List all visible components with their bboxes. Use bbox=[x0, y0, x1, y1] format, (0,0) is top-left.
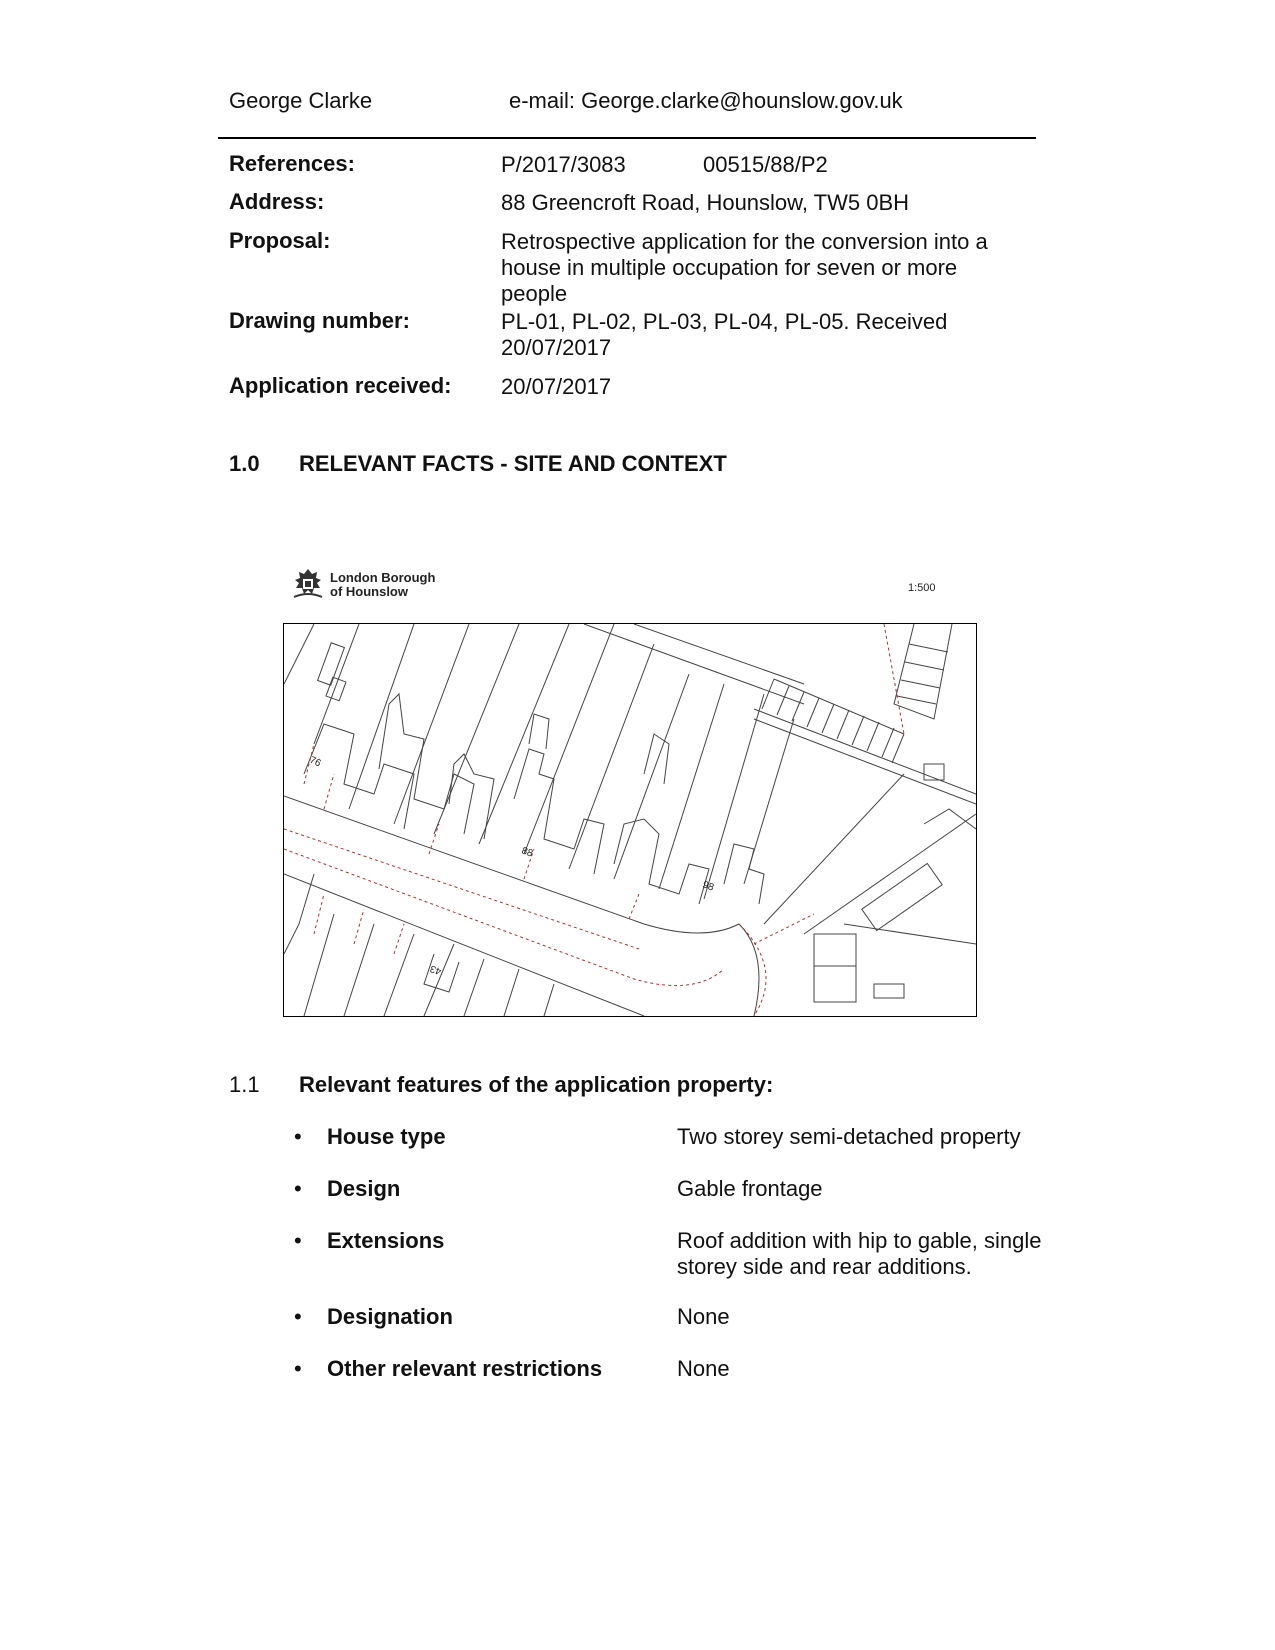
officer-name: George Clarke bbox=[229, 88, 373, 113]
bullet-icon: • bbox=[294, 1228, 302, 1253]
section-1-1-title: Relevant features of the application property: bbox=[299, 1072, 774, 1097]
borough-crest-icon bbox=[290, 567, 326, 601]
extensions-line: storey side and rear additions. bbox=[677, 1254, 972, 1279]
received-label: Application received: bbox=[229, 373, 452, 398]
section-1-0-title: RELEVANT FACTS - SITE AND CONTEXT bbox=[299, 451, 727, 476]
feature-value-extensions bbox=[677, 1228, 1097, 1280]
received-value: 20/07/2017 bbox=[501, 374, 612, 399]
feature-value-house-type: Two storey semi-detached property bbox=[677, 1124, 1021, 1149]
proposal-line: house in multiple occupation for seven or more bbox=[501, 255, 958, 280]
reference-1: P/2017/3083 bbox=[501, 152, 626, 177]
proposal-line: Retrospective application for the conversion into a bbox=[501, 229, 988, 254]
bullet-icon: • bbox=[294, 1176, 302, 1201]
bullet-icon: • bbox=[294, 1124, 302, 1149]
map-scale: 1:500 bbox=[908, 582, 936, 594]
feature-label-house-type: House type bbox=[327, 1124, 446, 1149]
proposal-value bbox=[501, 229, 1041, 307]
email-line bbox=[509, 88, 903, 114]
proposal-label: Proposal: bbox=[229, 228, 331, 253]
bullet-icon: • bbox=[294, 1356, 302, 1381]
feature-label-other-restrictions: Other relevant restrictions bbox=[327, 1356, 603, 1381]
drawing-value bbox=[501, 309, 1041, 361]
logo-line-2: of Hounslow bbox=[330, 584, 408, 599]
house-number-76: 76 bbox=[307, 754, 323, 770]
drawing-line: 20/07/2017 bbox=[501, 335, 612, 360]
section-1-0-number: 1.0 bbox=[229, 451, 260, 476]
feature-value-designation: None bbox=[677, 1304, 730, 1329]
map-drawing bbox=[284, 624, 976, 1016]
email-label: e-mail: bbox=[509, 88, 576, 113]
house-number-98: 98 bbox=[700, 879, 716, 894]
email-address[interactable]: George.clarke@hounslow.gov.uk bbox=[581, 88, 903, 113]
house-number-43: 43 bbox=[428, 962, 444, 977]
logo-line-1: London Borough bbox=[330, 570, 436, 585]
drawing-line: PL-01, PL-02, PL-03, PL-04, PL-05. Received bbox=[501, 309, 948, 334]
extensions-line: Roof addition with hip to gable, single bbox=[677, 1228, 1042, 1253]
bullet-icon: • bbox=[294, 1304, 302, 1329]
feature-label-extensions: Extensions bbox=[327, 1228, 445, 1253]
address-label: Address: bbox=[229, 189, 325, 214]
feature-label-designation: Designation bbox=[327, 1304, 453, 1329]
feature-value-other-restrictions: None bbox=[677, 1356, 730, 1381]
section-1-1-number: 1.1 bbox=[229, 1072, 260, 1097]
feature-label-design: Design bbox=[327, 1176, 401, 1201]
map-logo-text bbox=[330, 571, 435, 599]
proposal-line: people bbox=[501, 281, 568, 306]
address-value: 88 Greencroft Road, Hounslow, TW5 0BH bbox=[501, 190, 910, 215]
site-location-map bbox=[283, 623, 977, 1017]
house-number-88: 88 bbox=[519, 845, 535, 860]
drawing-label: Drawing number: bbox=[229, 308, 410, 333]
feature-value-design: Gable frontage bbox=[677, 1176, 823, 1201]
reference-2: 00515/88/P2 bbox=[703, 152, 828, 177]
references-label: References: bbox=[229, 151, 355, 176]
header-rule bbox=[218, 137, 1036, 139]
